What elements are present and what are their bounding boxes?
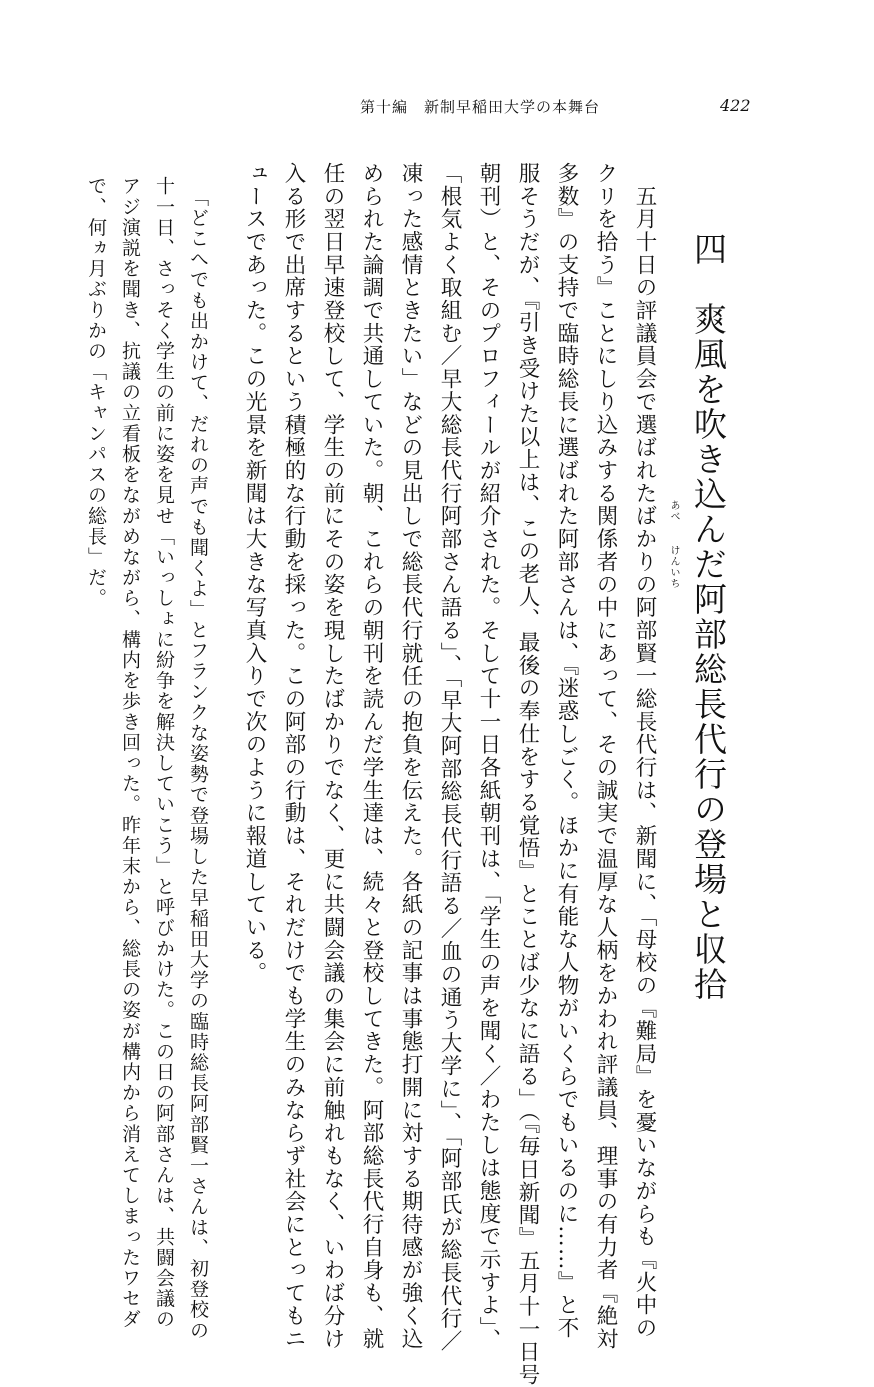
section-heading: 四 爽風を吹き込んだ阿部総長代行の登場と収拾 (689, 232, 728, 1002)
body-column: 入る形で出席するという積極的な行動を採った。この阿部の行動は、それだけでも学生のみならず社会にとってもニ (281, 162, 306, 1351)
body-column: 任の翌日早速登校して、学生の前にその姿を現したばかりでなく、更に共闘会議の集会に前触れもなく、いわば分け (320, 162, 345, 1351)
body-column: められた論調で共通していた。朝、これらの朝刊を読んだ学生達は、続々と登校してきた。阿部総長代行自身も、就 (359, 162, 384, 1351)
ruby-kenichi: けんいち (668, 545, 679, 589)
body-column: ュースであった。この光景を新聞は大きな写真入りで次のように報道している。 (242, 162, 267, 985)
page-number: 422 (720, 96, 751, 115)
quote-column: アジ演説を聞き、抗議の立看板をながめながら、構内を歩き回った。昨年末から、総長の姿が構内から消えてしまったワセダ (119, 176, 141, 1330)
running-head: 第十編 新制早稲田大学の本舞台 (360, 98, 601, 116)
body-column: 服そうだが、『引き受けた以上は、この老人、最後の奉仕をする覚悟』とことば少なに語る」（『毎日新聞』五月十一日号 (515, 162, 540, 1387)
body-column: 凍った感情ときたい」などの見出しで総長代行就任の抱負を伝えた。各紙の記事は事態打開に対する期待感が強く込 (398, 162, 423, 1351)
body-column: 「根気よく取組む／早大総長代行阿部さん語る」、「早大阿部総長代行語る／血の通う大学に」、「阿部氏が総長代行／ (437, 162, 462, 1353)
body-column: クリを拾う』ことにしり込みする関係者の中にあって、その誠実で温厚な人柄をかわれ評議員、理事の有力者『絶対 (593, 162, 618, 1351)
body-column: 五月十日の評議員会で選ばれたばかりの阿部賢一総長代行は、新聞に、「母校の『難局』を憂いながらも『火中の (632, 162, 657, 1340)
body-column: 朝刊）と、そのプロフィールが紹介された。そして十一日各紙朝刊は、「学生の声を聞く／わたしは態度で示すよ」、 (476, 162, 501, 1352)
quote-column: 十一日、さっそく学生の前に姿を見せ「いっしょに紛争を解決していこう」と呼びかけた。この日の阿部さんは、共闘会議の (153, 176, 175, 1330)
quote-column: で、何ヵ月ぶりかの「キャンパスの総長」だ。 (85, 176, 107, 609)
quote-column: 「どこへでも出かけて、だれの声でも聞くよ」とフランクな姿勢で登場した早稲田大学の臨時総長阿部賢一さんは、初登校の (187, 176, 209, 1341)
ruby-abe: あべ (668, 500, 679, 522)
body-column: 多数』の支持で臨時総長に選ばれた阿部さんは、『迷惑しごく。ほかに有能な人物がいくらでもいるのに……』と不 (554, 162, 579, 1340)
